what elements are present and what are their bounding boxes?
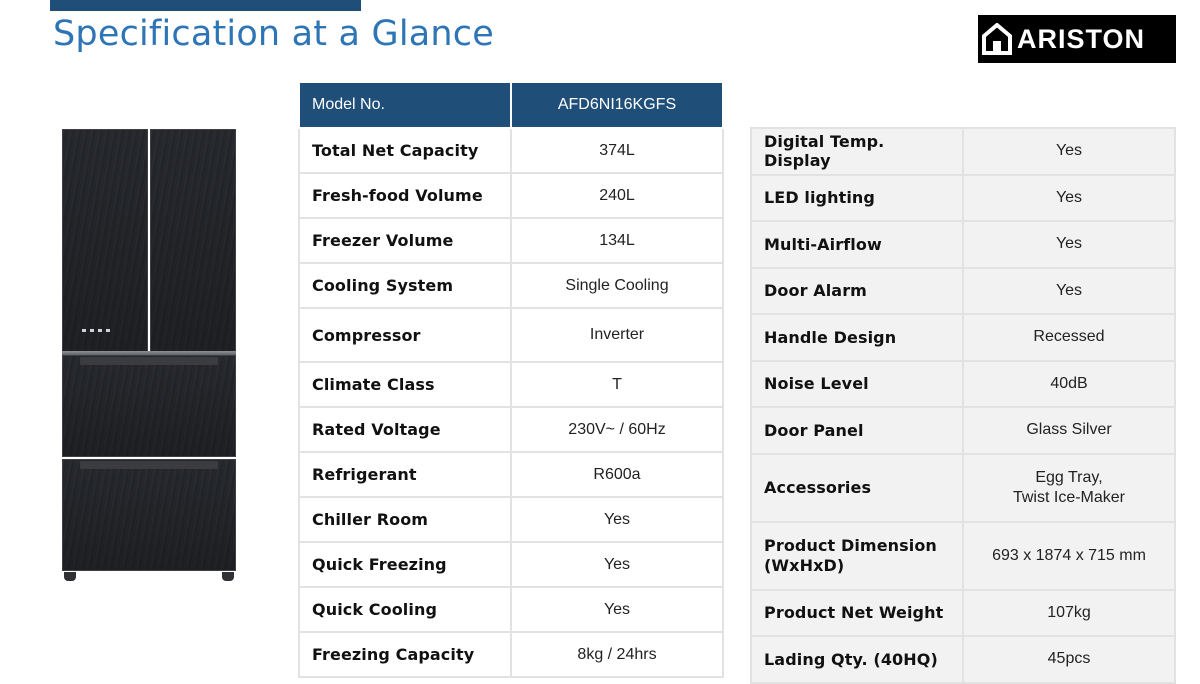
table-header-row [299,82,723,128]
spec-value: 107kg [963,590,1175,637]
title-accent-bar [50,0,361,11]
spec-label: Multi-Airflow [751,221,963,268]
page-title: Specification at a Glance [53,14,494,54]
spec-value: Glass Silver [963,407,1175,454]
spec-value: 693 x 1874 x 715 mm [963,522,1175,590]
spec-label: Handle Design [751,314,963,361]
spec-value: Yes [963,221,1175,268]
table-row [751,361,1175,408]
spec-value: Single Cooling [511,263,723,308]
spec-label-line: Product Dimension [764,535,937,555]
table-row [299,587,723,632]
table-row [299,128,723,173]
table-row [751,128,1175,175]
spec-value: 374L [511,128,723,173]
fridge-upper-drawer [62,355,236,457]
table-row [299,362,723,407]
spec-value: 45pcs [963,636,1175,683]
spec-value: R600a [511,452,723,497]
spec-label: Freezing Capacity [299,632,511,677]
spec-label: Product Net Weight [751,590,963,637]
spec-label: Door Alarm [751,268,963,315]
spec-label: Fresh-food Volume [299,173,511,218]
spec-label [751,522,963,590]
spec-value: 40dB [963,361,1175,408]
spec-value: 134L [511,218,723,263]
spec-label: Digital Temp. Display [751,128,963,175]
table-row [751,175,1175,222]
spec-label: Quick Freezing [299,542,511,587]
table-row [299,632,723,677]
fridge-left-door [62,129,148,353]
spec-value: Recessed [963,314,1175,361]
spec-label: Quick Cooling [299,587,511,632]
table-row [299,452,723,497]
fridge-handle [80,357,218,365]
spec-table-left [298,81,724,678]
spec-label: Door Panel [751,407,963,454]
spec-value [963,454,1175,522]
table-row [299,497,723,542]
spec-value: T [511,362,723,407]
fridge-foot [222,572,234,581]
spec-value: 230V~ / 60Hz [511,407,723,452]
refrigerator-image [62,129,236,581]
table-row [751,454,1175,522]
spec-value: Inverter [511,308,723,362]
spec-label: Climate Class [299,362,511,407]
table-row [751,522,1175,590]
spec-label: Noise Level [751,361,963,408]
spec-label: Rated Voltage [299,407,511,452]
fridge-foot [64,572,76,581]
table-row [299,218,723,263]
table-row [751,314,1175,361]
table-row [299,308,723,362]
fridge-control-panel [78,327,128,333]
table-row [751,268,1175,315]
table-row [751,590,1175,637]
spec-value: Yes [963,175,1175,222]
fridge-lower-drawer [62,459,236,571]
spec-value: 240L [511,173,723,218]
model-no-label: Model No. [299,82,511,128]
fridge-handle [80,461,218,469]
ariston-house-icon [982,23,1012,55]
spec-value: Yes [511,587,723,632]
table-row [299,407,723,452]
brand-name: ARISTON [1017,23,1146,54]
spec-label: Cooling System [299,263,511,308]
spec-label: Freezer Volume [299,218,511,263]
table-row [299,542,723,587]
brand-logo [978,15,1176,63]
table-row [751,636,1175,683]
table-row [299,263,723,308]
spec-label: Refrigerant [299,452,511,497]
spec-label: Accessories [751,454,963,522]
table-row [751,221,1175,268]
spec-value: Yes [511,542,723,587]
spec-label: LED lighting [751,175,963,222]
spec-value-line: Egg Tray, [1035,468,1103,486]
table-row [299,173,723,218]
spec-value-line: Twist Ice-Maker [1012,488,1125,506]
spec-label-line: (WxHxD) [764,555,845,575]
fridge-right-door [150,129,236,353]
spec-label: Compressor [299,308,511,362]
spec-label: Lading Qty. (40HQ) [751,636,963,683]
spec-value: Yes [963,128,1175,175]
spec-table-right [750,127,1176,684]
spec-value: Yes [963,268,1175,315]
spec-label: Chiller Room [299,497,511,542]
spec-label: Total Net Capacity [299,128,511,173]
spec-value: 8kg / 24hrs [511,632,723,677]
model-no-value: AFD6NI16KGFS [511,82,723,128]
table-row [751,407,1175,454]
spec-value: Yes [511,497,723,542]
